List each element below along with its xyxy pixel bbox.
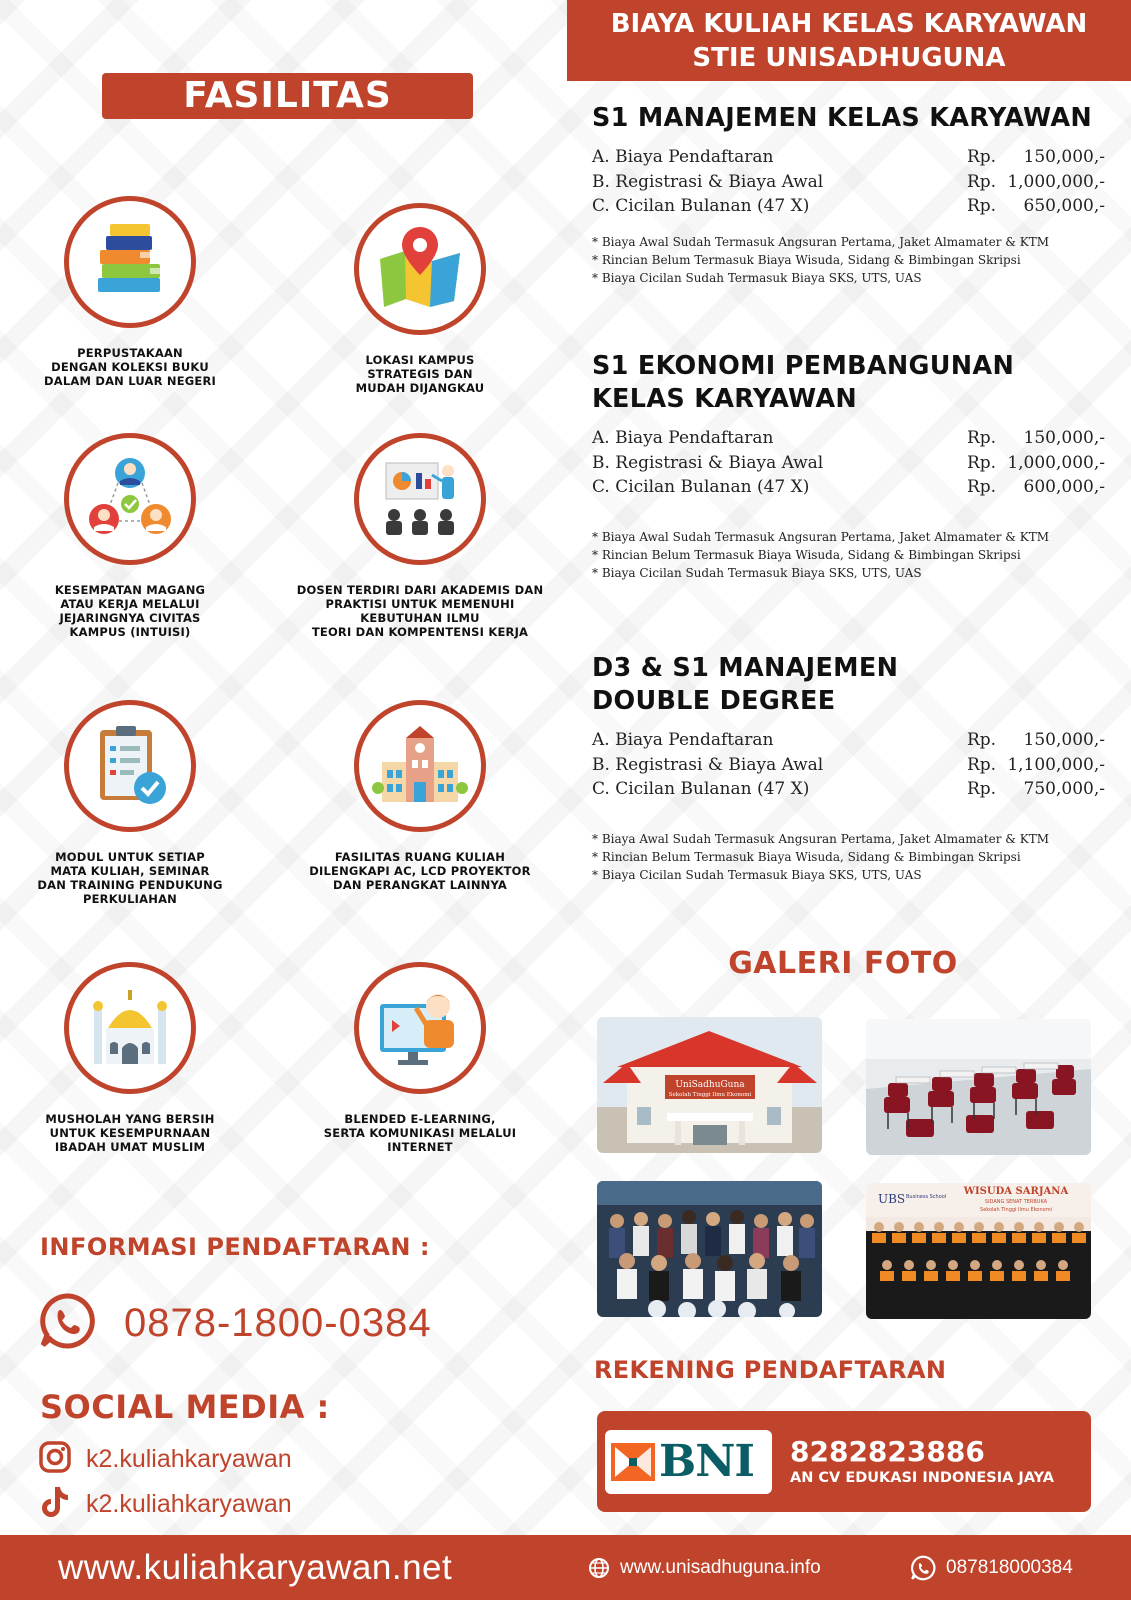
fee-notes — [592, 528, 1112, 582]
instagram-handle[interactable]: k2.kuliahkaryawan — [86, 1444, 292, 1473]
facility-caption: LOKASI KAMPUS STRATEGIS DAN MUDAH DIJANGKAU — [355, 353, 485, 395]
banner-line-2: STIE UNISADHUGUNA — [692, 43, 1006, 73]
fee-amount: 1,000,000,- — [1007, 452, 1105, 473]
globe-icon — [588, 1557, 610, 1579]
fee-label: A. Biaya Pendaftaran — [592, 730, 774, 750]
fee-notes — [592, 233, 1112, 287]
campus-sign-subtext: Sekolah Tinggi Ilmu Ekonomi — [668, 1092, 752, 1098]
fee-row — [592, 777, 1112, 802]
fee-amount: 150,000,- — [1023, 428, 1105, 448]
fee-amount: 150,000,- — [1023, 147, 1105, 167]
graduation-banner-sub1: SIDANG SENAT TERBUKA — [984, 1199, 1048, 1205]
fee-note: * Biaya Cicilan Sudah Termasuk Biaya SKS, UTS, UAS — [592, 565, 922, 580]
presentation-icon — [354, 433, 486, 565]
facility-lecturers — [290, 433, 550, 639]
facility-caption: KESEMPATAN MAGANG ATAU KERJA MELALUI JEJARINGNYA CIVITAS KAMPUS (INTUISI) — [54, 583, 206, 639]
footer-site2-link[interactable] — [588, 1557, 910, 1579]
building-icon — [354, 700, 486, 832]
registration-phone[interactable]: 0878-1800-0384 — [124, 1300, 432, 1345]
fee-row — [592, 426, 1112, 451]
gallery-photo-classroom[interactable] — [866, 1019, 1091, 1155]
ubs-logo-subtext: Business School — [906, 1194, 947, 1200]
program-title: S1 MANAJEMEN KELAS KARYAWAN — [592, 103, 1093, 133]
e-learning-icon — [354, 962, 486, 1094]
network-people-icon — [64, 433, 196, 565]
fee-row — [592, 728, 1112, 753]
account-number[interactable]: 8282823886 — [790, 1434, 985, 1468]
fee-row — [592, 451, 1112, 476]
graduation-banner-text: WISUDA SARJANA — [963, 1186, 1069, 1197]
fee-row — [592, 753, 1112, 778]
fee-row — [592, 170, 1112, 195]
fee-notes — [592, 830, 1112, 884]
fee-table — [592, 426, 1112, 500]
fee-note: * Rincian Belum Termasuk Biaya Wisuda, Sidang & Bimbingan Skripsi — [592, 547, 1021, 562]
fee-table — [592, 145, 1112, 219]
fee-amount: 150,000,- — [1023, 730, 1105, 750]
clipboard-check-icon — [64, 700, 196, 832]
gallery-photo-students-group[interactable] — [597, 1181, 822, 1317]
fee-note: * Biaya Awal Sudah Termasuk Angsuran Pertama, Jaket Almamater & KTM — [592, 831, 1050, 846]
program-title: S1 EKONOMI PEMBANGUNAN KELAS KARYAWAN — [592, 351, 1015, 414]
fee-currency: Rp. — [967, 428, 997, 448]
footer-whatsapp[interactable] — [910, 1555, 1073, 1581]
fee-note: * Rincian Belum Termasuk Biaya Wisuda, Sidang & Bimbingan Skripsi — [592, 252, 1021, 267]
fee-currency: Rp. — [967, 171, 997, 192]
fee-label: C. Cicilan Bulanan (47 X) — [592, 477, 810, 497]
footer — [0, 1535, 1131, 1600]
mosque-icon — [64, 962, 196, 1094]
header-banner — [567, 0, 1131, 81]
fee-label: C. Cicilan Bulanan (47 X) — [592, 196, 810, 216]
fee-label: B. Registrasi & Biaya Awal — [592, 754, 824, 775]
bank-info — [790, 1436, 1054, 1488]
fee-table — [592, 728, 1112, 802]
footer-site2-text[interactable]: www.unisadhuguna.info — [620, 1556, 821, 1578]
facility-library — [0, 196, 260, 388]
facility-caption: MUSHOLAH YANG BERSIH UNTUK KESEMPURNAAN IBADAH UMAT MUSLIM — [45, 1112, 215, 1154]
fee-label: C. Cicilan Bulanan (47 X) — [592, 779, 810, 799]
account-holder: AN CV EDUKASI INDONESIA JAYA — [790, 1469, 1054, 1486]
registration-info-heading: INFORMASI PENDAFTARAN : — [40, 1233, 430, 1261]
facility-caption: MODUL UNTUK SETIAP MATA KULIAH, SEMINAR DAN TRAINING PENDUKUNG PERKULIAHAN — [37, 850, 223, 906]
fee-amount: 750,000,- — [1023, 779, 1105, 799]
whatsapp-icon — [910, 1555, 936, 1581]
fee-row — [592, 475, 1112, 500]
fee-row — [592, 194, 1112, 219]
fee-currency: Rp. — [967, 452, 997, 473]
fee-currency: Rp. — [967, 147, 997, 167]
fee-label: B. Registrasi & Biaya Awal — [592, 171, 824, 192]
graduation-banner-sub2: Sekolah Tinggi Ilmu Ekonomi — [980, 1207, 1052, 1213]
fee-note: * Biaya Awal Sudah Termasuk Angsuran Pertama, Jaket Almamater & KTM — [592, 529, 1050, 544]
fee-currency: Rp. — [967, 779, 997, 799]
social-media-heading: SOCIAL MEDIA : — [40, 1388, 330, 1426]
fee-label: A. Biaya Pendaftaran — [592, 428, 774, 448]
tiktok-row[interactable] — [38, 1484, 292, 1524]
fee-currency: Rp. — [967, 730, 997, 750]
fee-note: * Biaya Cicilan Sudah Termasuk Biaya SKS, UTS, UAS — [592, 270, 922, 285]
map-pin-icon — [354, 203, 486, 335]
fee-currency: Rp. — [967, 754, 997, 775]
fasilitas-title: FASILITAS — [102, 73, 473, 119]
fee-note: * Biaya Cicilan Sudah Termasuk Biaya SKS, UTS, UAS — [592, 867, 922, 882]
program-title: D3 & S1 MANAJEMEN DOUBLE DEGREE — [592, 653, 899, 716]
fee-label: A. Biaya Pendaftaran — [592, 147, 774, 167]
facility-caption: DOSEN TERDIRI DARI AKADEMIS DAN PRAKTISI UNTUK MEMENUHI KEBUTUHAN ILMU TEORI DAN KOMPENTENSI KERJA — [296, 583, 544, 639]
facility-location — [290, 203, 550, 395]
fee-label: B. Registrasi & Biaya Awal — [592, 452, 824, 473]
fee-amount: 1,100,000,- — [1007, 754, 1105, 775]
facility-classroom — [290, 700, 550, 892]
books-icon — [64, 196, 196, 328]
program-s1-ekonomi-pembangunan — [592, 350, 1112, 582]
campus-sign-text: UniSadhuGuna — [675, 1080, 745, 1090]
footer-website-link[interactable]: www.kuliahkaryawan.net — [58, 1547, 453, 1587]
whatsapp-icon — [38, 1292, 96, 1354]
bni-logo — [605, 1430, 772, 1494]
gallery-photo-graduation[interactable] — [866, 1183, 1091, 1319]
fee-currency: Rp. — [967, 477, 997, 497]
instagram-row[interactable] — [38, 1440, 292, 1478]
bni-logo-icon — [611, 1439, 655, 1485]
instagram-icon — [38, 1440, 72, 1478]
ubs-logo-text: UBS — [878, 1192, 906, 1206]
bank-account-heading: REKENING PENDAFTARAN — [594, 1356, 947, 1384]
fee-amount: 650,000,- — [1023, 196, 1105, 216]
tiktok-icon — [38, 1484, 72, 1524]
bni-logo-text: BNI — [659, 1436, 754, 1487]
facility-caption: BLENDED E-LEARNING, SERTA KOMUNIKASI MELALUI INTERNET — [323, 1112, 517, 1154]
tiktok-handle[interactable]: k2.kuliahkaryawan — [86, 1489, 292, 1518]
facility-internship — [0, 433, 260, 639]
facility-caption: FASILITAS RUANG KULIAH DILENGKAPI AC, LCD PROYEKTOR DAN PERANGKAT LAINNYA — [309, 850, 531, 892]
fee-amount: 600,000,- — [1023, 477, 1105, 497]
phone-row[interactable] — [38, 1292, 432, 1354]
program-double-degree — [592, 652, 1112, 884]
facility-prayer-room — [0, 962, 260, 1154]
program-s1-manajemen — [592, 102, 1112, 287]
footer-whatsapp-number[interactable]: 087818000384 — [946, 1556, 1073, 1578]
bank-account-box — [597, 1411, 1091, 1512]
fee-currency: Rp. — [967, 196, 997, 216]
facility-caption: PERPUSTAKAAN DENGAN KOLEKSI BUKU DALAM DAN LUAR NEGERI — [44, 346, 216, 388]
banner-line-1: BIAYA KULIAH KELAS KARYAWAN — [610, 9, 1088, 39]
fee-note: * Rincian Belum Termasuk Biaya Wisuda, Sidang & Bimbingan Skripsi — [592, 849, 1021, 864]
fee-amount: 1,000,000,- — [1007, 171, 1105, 192]
facility-e-learning — [290, 962, 550, 1154]
facility-modules — [0, 700, 260, 906]
gallery-photo-campus[interactable] — [597, 1017, 822, 1153]
fee-row — [592, 145, 1112, 170]
gallery-heading: GALERI FOTO — [728, 946, 958, 981]
fee-note: * Biaya Awal Sudah Termasuk Angsuran Pertama, Jaket Almamater & KTM — [592, 234, 1050, 249]
